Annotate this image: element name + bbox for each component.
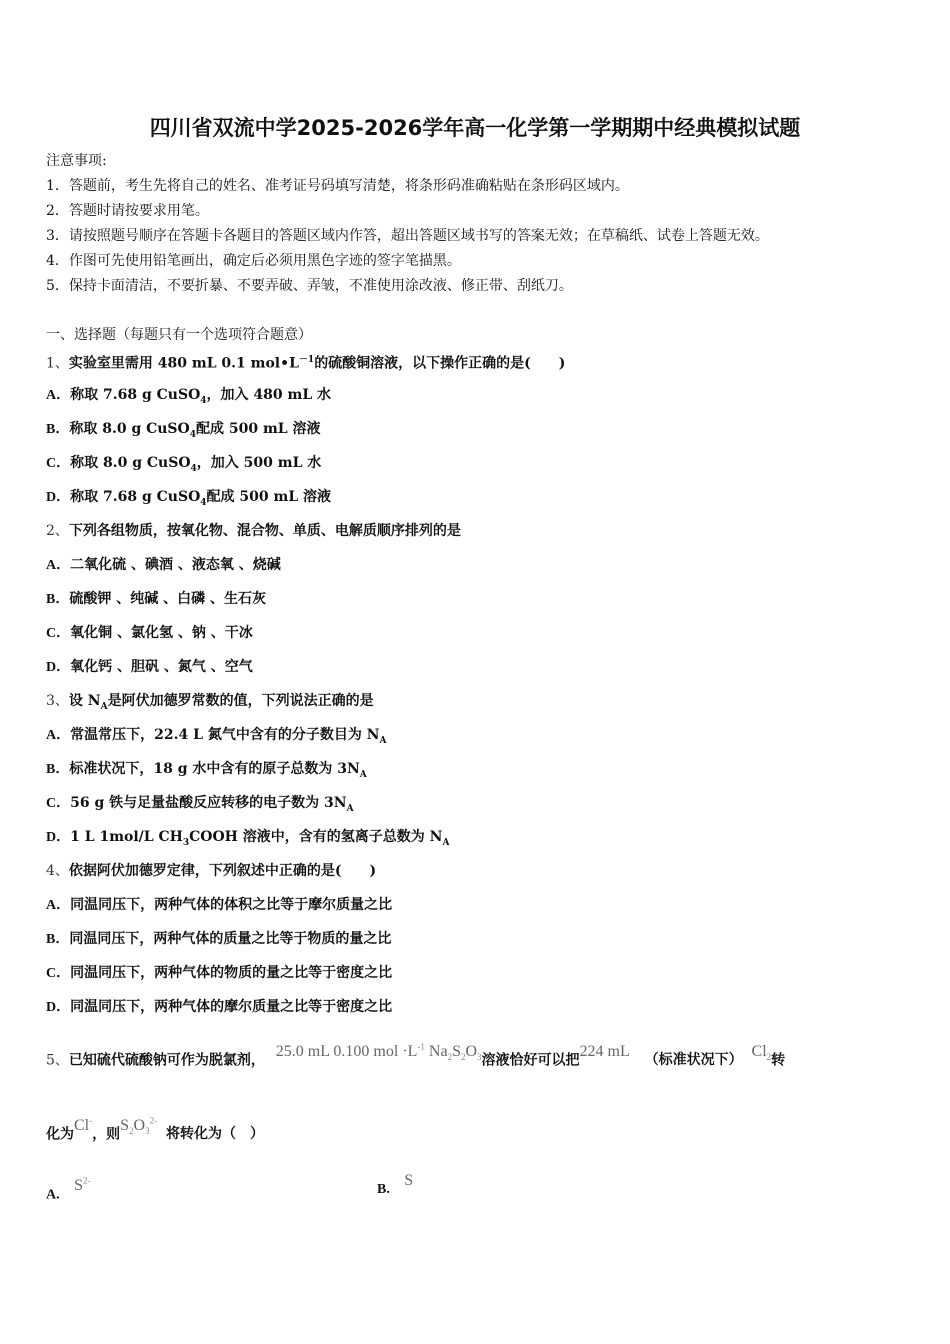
option-letter: B． [46,592,70,607]
option-text: 56 g 铁与足量盐酸反应转移的电子数为 3N [70,795,347,811]
option-text: 标准状况下，18 g 水中含有的原子总数为 3N [69,761,360,777]
sulfide-ion-formula: $S^{2-}$ [74,1176,91,1195]
question-stem [46,861,376,881]
option-sub: 4 [190,463,197,474]
stem-text: 依据阿伏加德罗定律，下列叙述中正确的是( ) [68,863,377,879]
option-text: 称取 8.0 g CuSO [70,455,191,471]
question-stem-line-1 [46,1043,785,1078]
option-c[interactable] [46,793,354,819]
option-sub: A [379,735,387,746]
document-title: 四川省双流中学2025-2026学年高一化学第一学期期中经典模拟试题 [149,116,801,140]
gas-volume-formula: 224 mL [579,1043,630,1061]
note-item: 3．请按照题号顺序在答题卡各题目的答题区域内作答，超出答题区域书写的答案无效；在草稿纸、试卷上答题无效。 [46,228,769,244]
option-text: 称取 8.0 g CuSO [69,421,190,437]
option-letter: A． [46,728,71,743]
option-a[interactable] [46,895,392,916]
option-letter: B. [377,1182,390,1197]
question-number: 4、 [46,863,69,879]
option-sub: A [346,803,354,814]
question-number: 2、 [46,523,69,539]
option-text: 同温同压下，两种气体的摩尔质量之比等于密度之比 [70,999,393,1015]
option-letter: C． [46,456,71,471]
option-d[interactable] [46,487,331,513]
stem-text: 转 [771,1052,786,1069]
question-stem [46,691,374,717]
option-d[interactable] [46,827,449,853]
option-text: 常温常压下，22.4 L 氮气中含有的分子数目为 N [70,727,380,743]
option-text: 1 L 1mol/L CH [70,829,183,845]
stem-text: 将转化为（ ） [165,1126,264,1143]
stem-text: 的硫酸铜溶液，以下操作正确的是( ) [314,355,566,372]
option-sub: 3 [182,837,190,848]
question-number: 3、 [46,693,69,709]
option-sub: 4 [200,497,207,508]
notes-heading: 注意事项: [46,153,107,169]
option-d[interactable] [46,997,392,1018]
stem-text: 是阿伏加德罗常数的值，下列说法正确的是 [107,693,374,709]
option-text: 称取 7.68 g CuSO [70,489,201,505]
option-a[interactable] [46,725,386,751]
question-number: 5、 [46,1052,69,1069]
note-item: 5．保持卡面清洁，不要折暴、不要弄破、弄皱，不准使用涂改液、修正带、刮纸刀。 [46,278,573,294]
stem-text: 设 N [68,693,101,709]
option-text: ，加入 480 mL 水 [206,387,332,403]
question-number: 1、 [46,355,69,372]
option-a[interactable] [46,555,281,576]
option-letter: D． [46,660,71,675]
question-stem-line-2 [46,1117,264,1152]
question-stem [46,521,461,541]
note-item: 4．作图可先使用铅笔画出，确定后必须用黑色字迹的签字笔描黑。 [46,253,461,269]
option-text: 氧化钙 、胆矾 、氮气 、空气 [70,659,253,675]
volume-concentration-formula: 25.0 mL 0.100 mol $\cdot L^{-1}$ $Na_2S_2O_3$ [275,1042,482,1063]
option-text: 氧化铜 、氯化氢 、钠 、干冰 [70,625,253,641]
stem-text: 溶液恰好可以把 [481,1052,580,1069]
option-d[interactable] [46,657,253,678]
chloride-ion-formula: Cl- [74,1116,93,1135]
stem-sub: A [100,701,108,712]
option-c[interactable] [46,623,253,644]
option-text: COOH 溶液中，含有的氢离子总数为 N [189,829,443,845]
option-letter: D． [46,1000,71,1015]
option-letter: C． [46,796,71,811]
option-letter: D． [46,830,71,845]
option-text: 配成 500 mL 溶液 [206,489,332,505]
option-letter: B． [46,422,70,437]
option-b[interactable] [46,759,367,785]
option-letter: B． [46,932,70,947]
option-letter: A． [46,558,71,573]
chlorine-formula: $Cl_2$ [751,1043,772,1063]
option-letter: A． [46,898,71,913]
option-text: 二氧化硫 、碘酒 、液态氧 、烧碱 [70,557,281,573]
option-c[interactable] [46,963,392,984]
option-letter: A． [46,388,71,403]
question-stem [46,350,565,374]
option-sub: A [442,837,450,848]
option-letter: D． [46,490,71,505]
option-text: 配成 500 mL 溶液 [196,421,321,437]
option-b[interactable] [46,929,391,950]
thiosulfate-ion-formula: $S_2O_3^{2-}$ [120,1116,158,1137]
option-b[interactable] [46,419,321,445]
option-c[interactable] [46,453,321,479]
stem-text: ，则 [92,1126,121,1143]
note-item: 2．答题时请按要求用笔。 [46,203,209,219]
option-text: 同温同压下，两种气体的体积之比等于摩尔质量之比 [70,897,393,913]
section-heading: 一、选择题（每题只有一个选项符合题意） [46,327,312,343]
option-sub: A [359,769,367,780]
option-a[interactable] [46,385,331,411]
stem-text: 下列各组物质，按氧化物、混合物、单质、电解质顺序排列的是 [68,523,461,539]
stem-text: 实验室里需用 480 mL 0.1 mol•L [68,355,299,372]
sulfur-formula: S [404,1172,414,1189]
option-text: 称取 7.68 g CuSO [70,387,201,403]
option-letter: C． [46,626,71,641]
option-text: ，加入 500 mL 水 [196,455,322,471]
note-item: 1．答题前，考生先将自己的姓名、准考证号码填写清楚，将条形码准确粘贴在条形码区域内。 [46,178,629,194]
option-letter: B． [46,762,70,777]
option-sub: 4 [200,395,207,406]
option-b[interactable] [46,589,266,610]
option-text: 同温同压下，两种气体的物质的量之比等于密度之比 [70,965,393,981]
option-a[interactable] [46,1177,90,1207]
stem-sup: －1 [298,355,315,365]
option-text: 同温同压下，两种气体的质量之比等于物质的量之比 [69,931,392,947]
option-text: 硫酸钾 、纯碱 、白磷 、生石灰 [69,591,266,607]
stem-text: （标准状况下） [644,1052,743,1069]
stem-text: 已知硫代硫酸钠可作为脱氯剂， [68,1052,265,1069]
option-b[interactable] [377,1172,414,1202]
option-letter: C． [46,966,71,981]
option-letter: A. [46,1187,60,1203]
stem-text: 化为 [46,1126,74,1143]
option-sub: 4 [189,429,197,440]
